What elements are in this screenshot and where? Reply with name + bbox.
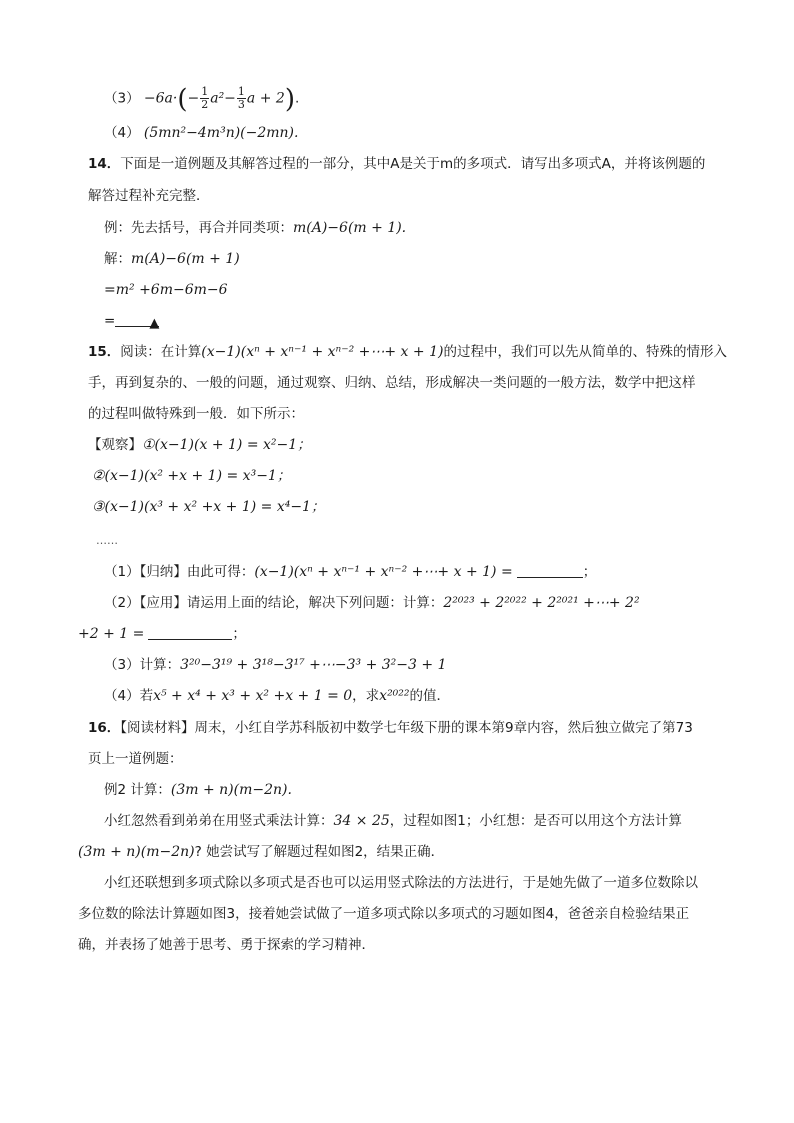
q15-part2-cont: +2 + 1 = ； (78, 626, 246, 642)
q14-solution: 解：m(A)−6(m + 1) (104, 251, 240, 267)
q15-observe-2: ②(x−1)(x² +x + 1) = x³−1； (92, 468, 291, 484)
q13-part3: （3） −6a·(− $\frac{1}{2}$ a²− $\frac{1}{3}$ a + 2). (104, 84, 300, 115)
q14-example: 例：先去括号，再合并同类项：m(A)−6(m + 1). (104, 220, 407, 236)
q16-para2-line2: 多位数的除法计算题如图3，接着她尝试做了一道多项式除以多项式的习题如图4，爸爸亲自检验结果正 (78, 906, 690, 922)
q15-line3: 的过程叫做特殊到一般．如下所示： (88, 406, 304, 422)
q15-part1: （1）【归纳】由此可得：(x−1)(xⁿ + xⁿ⁻¹ + xⁿ⁻² +⋯+ x + 1) = ； (104, 564, 597, 580)
q16-example: 例2 计算：(3m + n)(m−2n). (104, 782, 292, 798)
fraction-one-third: $\frac{1}{3}$ (237, 85, 245, 111)
q16-para2-line3: 确，并表扬了她善于思考、勇于探索的学习精神． (78, 937, 375, 953)
q15-part3: （3）计算：3²⁰−3¹⁹ + 3¹⁸−3¹⁷ +⋯−3³ + 3²−3 + 1 (104, 657, 447, 673)
q15-observe-3: ③(x−1)(x³ + x² +x + 1) = x⁴−1； (92, 499, 325, 515)
answer-blank[interactable] (517, 563, 583, 578)
q16-para2-line1: 小红还联想到多项式除以多项式是否也可以运用竖式除法的方法进行，于是她先做了一道多位数除以 (104, 875, 698, 891)
q13-part3-expr-start: −6a· (143, 90, 178, 107)
q15-line1: 15．阅读：在计算(x−1)(xⁿ + xⁿ⁻¹ + xⁿ⁻² +⋯+ x + 1)的过程中，我们可以先从简单的、特殊的情形入 (88, 344, 727, 360)
q15-line2: 手，再到复杂的、一般的问题，通过观察、归纳、总结，形成解决一类问题的一般方法，数学中把这样 (88, 375, 696, 391)
q16-number: 16． (88, 720, 121, 736)
q15-number: 15． (88, 344, 121, 360)
answer-blank[interactable] (115, 312, 160, 331)
fraction-one-half: $\frac{1}{2}$ (201, 85, 209, 111)
q15-ellipsis: …… (96, 534, 118, 547)
q14-line2: 解答过程补充完整． (88, 188, 210, 204)
q15-part4: （4）若x⁵ + x⁴ + x³ + x² +x + 1 = 0，求x²⁰²²的值． (104, 688, 451, 704)
q13-part4: （4） (5mn²−4m³n)(−2mn). (104, 125, 299, 141)
q16-para1-line1: 小红忽然看到弟弟在用竖式乘法计算：34 × 25，过程如图1；小红想：是否可以用这个方法计算 (104, 813, 682, 829)
q14-line1: 14．下面是一道例题及其解答过程的一部分，其中A是关于m的多项式．请写出多项式A，并将该例题的 (88, 156, 706, 172)
triangle-marker: ▲ (149, 316, 160, 331)
answer-blank[interactable] (148, 625, 232, 640)
q14-step3: = ▲ (104, 313, 160, 331)
q15-part2: （2）【应用】请运用上面的结论，解决下列问题：计算：2²⁰²³ + 2²⁰²² + 2²⁰²¹ +⋯+ 2² (104, 595, 640, 611)
q16-line2: 页上一道例题： (88, 751, 183, 767)
q15-observe-1: 【观察】①(x−1)(x + 1) = x²−1； (88, 437, 312, 453)
q14-number: 14． (88, 156, 121, 172)
q16-line1: 16．【阅读材料】周末，小红自学苏科版初中数学七年级下册的课本第9章内容，然后独立做完了第73 (88, 720, 693, 736)
q14-step2: =m² +6m−6m−6 (104, 282, 228, 298)
q16-para1-line2: (3m + n)(m−2n)? 她尝试写了解题过程如图2，结果正确． (78, 844, 445, 860)
